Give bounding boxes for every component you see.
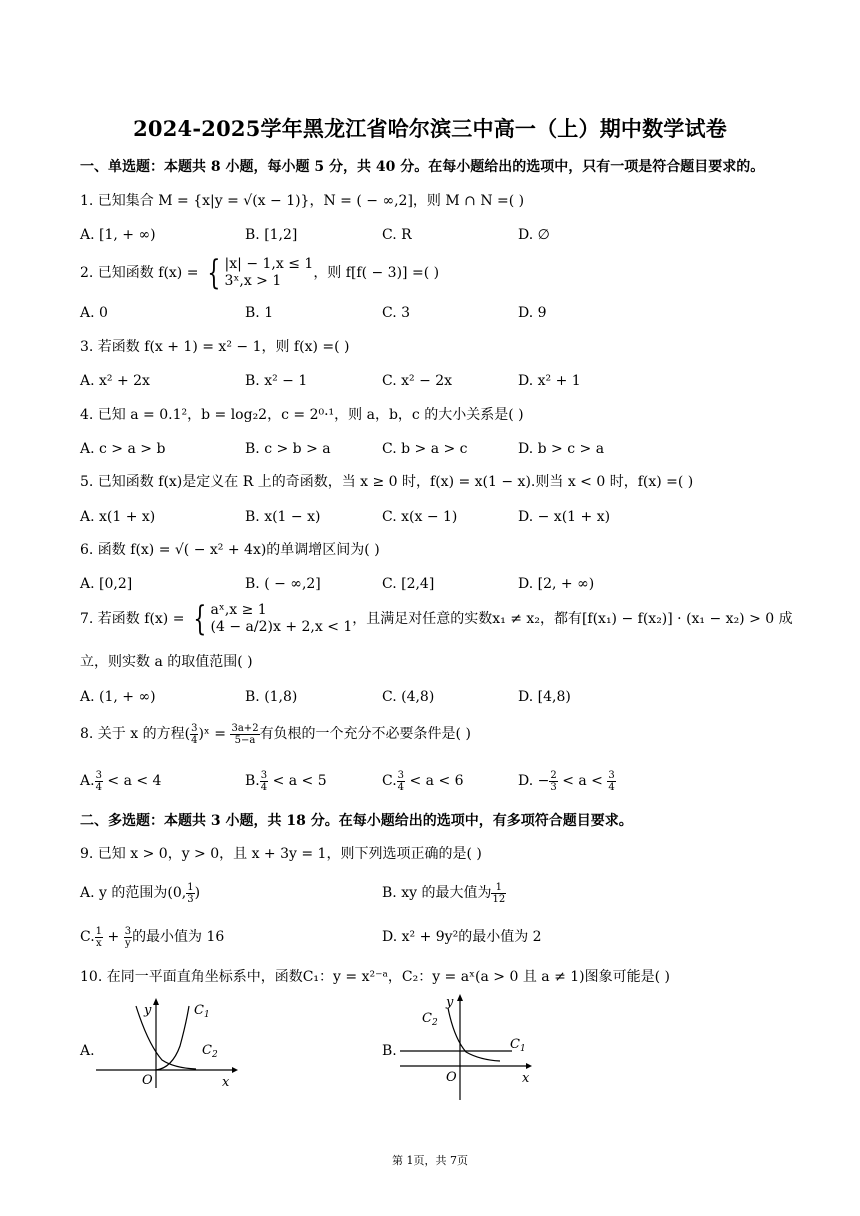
c2-letter: C [422, 1011, 432, 1026]
question-7-stem [80, 599, 793, 639]
c1-label [194, 1003, 210, 1020]
c1-label [510, 1037, 526, 1054]
question-8-option-c [382, 768, 464, 794]
question-2-option-a: A. 0 [80, 305, 108, 321]
question-6-option-a: A. [0,2] [80, 576, 133, 592]
fraction-denominator: 4 [397, 781, 405, 793]
question-5-option-c: C. x(x − 1) [382, 509, 458, 525]
question-7-prefix: 7. 若函数 f(x) = [80, 611, 185, 627]
option-fraction [124, 926, 132, 949]
fraction-denominator: 5−a [234, 734, 256, 746]
c1-letter: C [510, 1037, 520, 1052]
question-5-stem: 5. 已知函数 f(x)是定义在 R 上的奇函数，当 x ≥ 0 时，f(x) = x(1 − x).则当 x < 0 时，f(x) =( ) [80, 474, 694, 490]
question-9-option-c [80, 924, 224, 950]
question-10-graph-a [92, 994, 242, 1090]
y-axis-arrow [457, 994, 463, 1001]
option-fraction [607, 770, 615, 793]
option-plus: + [107, 929, 120, 945]
question-9-option-d: D. x² + 9y²的最小值为 2 [382, 929, 542, 945]
question-9-stem: 9. 已知 x > 0，y > 0，且 x + 3y = 1，则下列选项正确的是( ) [80, 846, 482, 862]
c1-subscript: 1 [519, 1044, 526, 1054]
question-10-graph-b [396, 990, 546, 1102]
question-7-option-a: A. (1, + ∞) [80, 689, 156, 705]
y-axis-arrow [153, 998, 159, 1005]
fraction-numerator: 3 [95, 769, 102, 781]
question-2-case-2: 3ˣ,x > 1 [224, 273, 282, 289]
question-6-stem: 6. 函数 f(x) = √( − x² + 4x)的单调增区间为( ) [80, 542, 380, 558]
fraction-denominator: y [125, 937, 131, 949]
question-2-suffix: ，则 f[f( − 3)] =( ) [313, 265, 440, 281]
fraction-numerator: 3 [260, 769, 268, 781]
question-3-option-d: D. x² + 1 [518, 373, 581, 389]
question-3-stem: 3. 若函数 f(x + 1) = x² − 1，则 f(x) =( ) [80, 339, 350, 355]
question-3-option-b: B. x² − 1 [245, 373, 308, 389]
question-6-option-b: B. ( − ∞,2] [245, 576, 321, 592]
question-5-option-a: A. x(1 + x) [80, 509, 156, 525]
c2-label [422, 1011, 438, 1028]
question-5-option-d: D. − x(1 + x) [518, 509, 611, 525]
question-7-option-d: D. [4,8) [518, 689, 571, 705]
question-1-stem: 1. 已知集合 M = {x|y = √(x − 1)}，N = ( − ∞,2]，则 M ∩ N =( ) [80, 193, 525, 209]
option-text: < a < 6 [409, 773, 464, 789]
question-1-option-b: B. [1,2] [245, 227, 298, 243]
fraction-numerator: 3 [397, 769, 405, 781]
c1-letter: C [194, 1003, 204, 1018]
question-7-option-b: B. (1,8) [245, 689, 298, 705]
fraction-denominator: 3 [550, 781, 557, 793]
c2-subscript: 2 [431, 1018, 438, 1028]
option-fraction [549, 770, 557, 793]
origin-label: O [142, 1073, 153, 1088]
question-7-line-2: 立，则实数 a 的取值范围( ) [80, 654, 253, 670]
option-text: < a < 5 [272, 773, 327, 789]
question-2-case-1: |x| − 1,x ≤ 1 [224, 256, 314, 272]
question-2-stem [80, 253, 440, 293]
question-8-prefix: 8. 关于 x 的方程( [80, 726, 191, 742]
c2-subscript: 2 [211, 1050, 218, 1060]
x-axis-arrow [526, 1063, 532, 1069]
piecewise-brace: { [193, 599, 207, 639]
c2-label [202, 1043, 218, 1060]
option-label: A. [80, 773, 95, 789]
fraction-numerator: 3 [124, 925, 132, 937]
fraction-numerator: 3a+2 [231, 722, 259, 734]
x-axis-arrow [232, 1067, 238, 1073]
question-1-option-c: C. R [382, 227, 412, 243]
option-text: 的最小值为 16 [132, 929, 225, 945]
question-10-option-b-label: B. [382, 1043, 397, 1059]
page-title: 2024-2025学年黑龙江省哈尔滨三中高一（上）期中数学试卷 [133, 116, 727, 141]
option-text: A. y 的范围为(0, [80, 885, 187, 901]
fraction-denominator: x [96, 937, 102, 949]
y-axis-label: y [446, 995, 454, 1010]
option-fraction [95, 926, 103, 949]
question-1-option-d: D. ∅ [518, 227, 550, 243]
fraction-numerator: 1 [491, 882, 506, 894]
question-2-option-b: B. 1 [245, 305, 274, 321]
fraction-denominator: 4 [95, 781, 102, 793]
question-9-option-b [382, 880, 506, 906]
fraction-numerator: 1 [187, 881, 194, 893]
option-label: B. [245, 773, 260, 789]
question-3-option-c: C. x² − 2x [382, 373, 453, 389]
c2-letter: C [202, 1043, 212, 1058]
curve-c1 [156, 1006, 189, 1070]
question-7-case-2: (4 − a/2)x + 2,x < 1 [210, 619, 353, 635]
option-fraction [397, 770, 405, 793]
option-label: D. − [518, 773, 550, 789]
option-text: ) [194, 885, 201, 901]
piecewise-brace: { [207, 253, 221, 293]
section-2-heading: 二、多选题：本题共 3 小题，共 18 分。在每小题给出的选项中，有多项符合题目要求。 [80, 813, 633, 829]
fraction-numerator: 3 [191, 722, 198, 734]
question-4-option-c: C. b > a > c [382, 441, 468, 457]
question-9-option-a [80, 880, 200, 906]
question-7-option-c: C. (4,8) [382, 689, 435, 705]
option-label: C. [382, 773, 397, 789]
option-fraction [186, 882, 194, 905]
section-1-heading: 一、单选题：本题共 8 小题，每小题 5 分，共 40 分。在每小题给出的选项中，只有一项是符合题目要求的。 [80, 159, 765, 175]
fraction-numerator: 3 [608, 769, 615, 781]
fraction-numerator: 2 [550, 769, 557, 781]
y-axis-label: y [144, 1003, 152, 1018]
fraction-denominator: 12 [492, 893, 506, 905]
fraction-numerator: 1 [95, 925, 103, 937]
fraction-denominator: 3 [187, 893, 194, 905]
question-4-stem: 4. 已知 a = 0.1²，b = log₂2，c = 2⁰·¹，则 a，b，c 的大小关系是( ) [80, 407, 524, 423]
question-6-option-d: D. [2, + ∞) [518, 576, 595, 592]
fraction-denominator: 4 [608, 781, 615, 793]
option-label: C. [80, 929, 95, 945]
question-8-suffix: 有负根的一个充分不必要条件是( ) [259, 726, 471, 742]
option-text: < a < 4 [107, 773, 162, 789]
origin-label: O [446, 1070, 457, 1085]
question-2-option-d: D. 9 [518, 305, 547, 321]
question-8-stem [80, 721, 471, 747]
fraction-rhs [230, 723, 259, 746]
question-2-cases [225, 256, 314, 290]
x-axis-label: x [222, 1075, 230, 1090]
question-10-option-a-label: A. [80, 1043, 95, 1059]
question-3-option-a: A. x² + 2x [80, 373, 150, 389]
question-10-stem: 10. 在同一平面直角坐标系中，函数C₁：y = x²⁻ᵃ，C₂：y = aˣ(a > 0 且 a ≠ 1)图象可能是( ) [80, 969, 670, 985]
question-8-mid: )ˣ = [198, 726, 227, 742]
curve-c2 [448, 1008, 500, 1061]
c1-subscript: 1 [203, 1010, 210, 1020]
question-7-case-1: aˣ,x ≥ 1 [210, 602, 267, 618]
fraction-denominator: 4 [191, 734, 198, 746]
question-7-suffix: ，且满足对任意的实数x₁ ≠ x₂，都有[f(x₁) − f(x₂)] · (x₁ − x₂) > 0 成 [352, 611, 793, 627]
option-text: < a < [562, 773, 603, 789]
x-axis-label: x [522, 1071, 530, 1086]
question-7-cases [211, 602, 353, 636]
question-5-option-b: B. x(1 − x) [245, 509, 321, 525]
question-8-option-d [518, 768, 616, 794]
page-footer: 第 1页，共 7页 [392, 1154, 468, 1167]
option-text: B. xy 的最大值为 [382, 885, 492, 901]
question-8-option-b [245, 768, 327, 794]
option-fraction [260, 770, 268, 793]
option-fraction [491, 882, 506, 905]
question-6-option-c: C. [2,4] [382, 576, 435, 592]
fraction-denominator: 4 [260, 781, 268, 793]
question-4-option-b: B. c > b > a [245, 441, 331, 457]
question-4-option-d: D. b > c > a [518, 441, 605, 457]
question-4-option-a: A. c > a > b [80, 441, 166, 457]
option-fraction [95, 770, 103, 793]
question-1-option-a: A. [1, + ∞) [80, 227, 156, 243]
question-8-option-a [80, 768, 161, 794]
question-2-option-c: C. 3 [382, 305, 411, 321]
question-2-prefix: 2. 已知函数 f(x) = [80, 265, 199, 281]
